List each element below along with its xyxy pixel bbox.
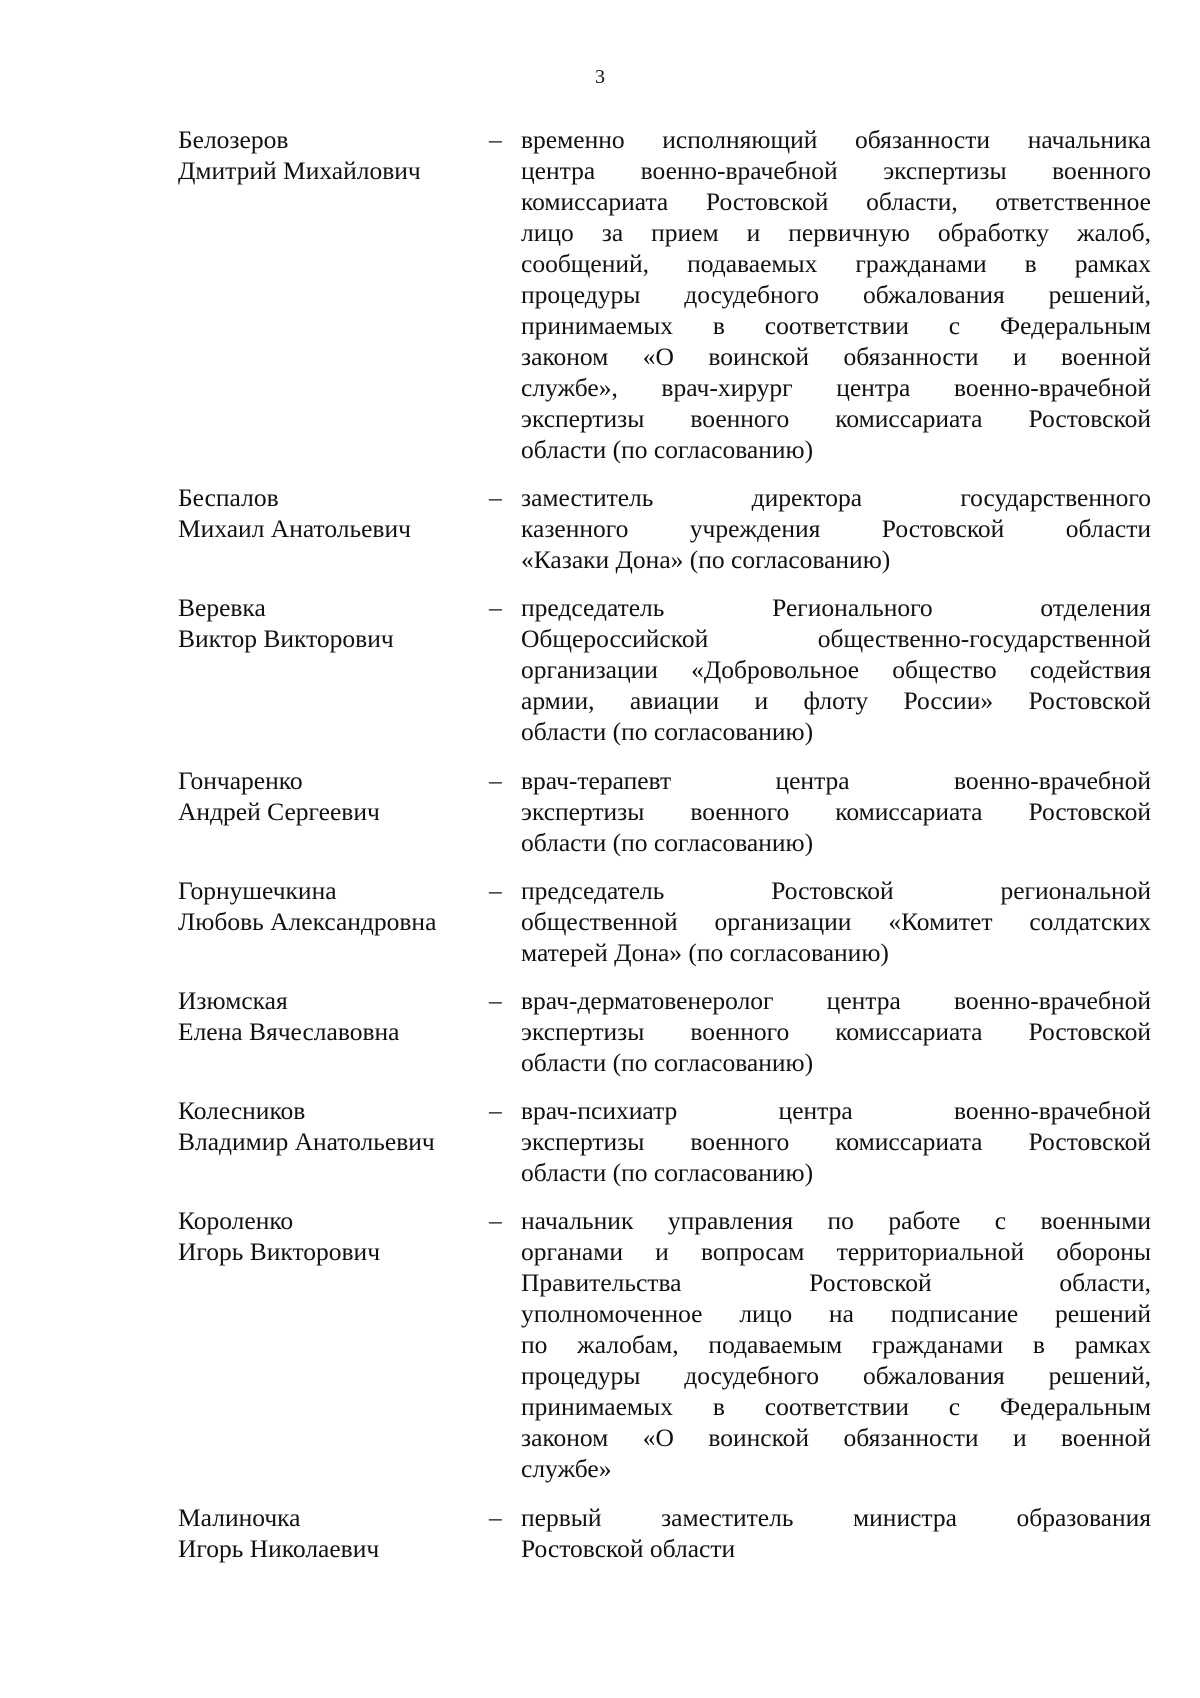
member-given-names: Дмитрий Михайлович	[178, 156, 421, 185]
role-line: области (по согласованию)	[521, 717, 814, 746]
role-line: Общероссийской общественно-государственной	[521, 624, 1151, 653]
member-surname: Малиночка	[178, 1503, 301, 1532]
role-line: председатель Ростовской региональной	[521, 876, 1151, 905]
member-role	[521, 985, 1151, 1078]
dash-separator: –	[489, 125, 502, 154]
member-name	[178, 875, 478, 937]
role-line: службе»	[521, 1454, 612, 1483]
member-name	[178, 1095, 478, 1157]
role-line: организации «Добровольное общество содействия	[521, 655, 1151, 684]
role-line: врач-дерматовенеролог центра военно-врачебной	[521, 986, 1151, 1015]
page-number: 3	[595, 66, 605, 88]
role-line: экспертизы военного комиссариата Ростовской	[521, 797, 1151, 826]
role-line: законом «О воинской обязанности и военной	[521, 1423, 1151, 1452]
role-line: принимаемых в соответствии с Федеральным	[521, 1392, 1151, 1421]
member-surname: Белозеров	[178, 125, 289, 154]
dash-separator: –	[489, 1096, 502, 1125]
member-surname: Изюмская	[178, 986, 288, 1015]
member-name	[178, 1205, 478, 1267]
dash-separator: –	[489, 483, 502, 512]
role-line: председатель Регионального отделения	[521, 593, 1151, 622]
member-name	[178, 1502, 478, 1564]
role-line: врач-психиатр центра военно-врачебной	[521, 1096, 1151, 1125]
role-line: общественной организации «Комитет солдатских	[521, 907, 1151, 936]
member-surname: Колесников	[178, 1096, 306, 1125]
role-line: службе», врач-хирург центра военно-врачебной	[521, 373, 1151, 402]
member-role	[521, 124, 1151, 465]
member-surname: Веревка	[178, 593, 266, 622]
role-line: экспертизы военного комиссариата Ростовской	[521, 1017, 1151, 1046]
role-line: заместитель директора государственного	[521, 483, 1151, 512]
role-line: области (по согласованию)	[521, 435, 814, 464]
member-given-names: Михаил Анатольевич	[178, 514, 411, 543]
role-line: области (по согласованию)	[521, 1158, 814, 1187]
role-line: процедуры досудебного обжалования решений,	[521, 280, 1151, 309]
member-surname: Гончаренко	[178, 766, 303, 795]
member-given-names: Владимир Анатольевич	[178, 1127, 435, 1156]
dash-separator: –	[489, 766, 502, 795]
role-line: принимаемых в соответствии с Федеральным	[521, 311, 1151, 340]
dash-separator: –	[489, 986, 502, 1015]
role-line: экспертизы военного комиссариата Ростовской	[521, 404, 1151, 433]
dash-separator: –	[489, 593, 502, 622]
member-role	[521, 1502, 1151, 1564]
dash-separator: –	[489, 1206, 502, 1235]
member-surname: Горнушечкина	[178, 876, 337, 905]
member-role	[521, 1095, 1151, 1188]
member-given-names: Елена Вячеславовна	[178, 1017, 400, 1046]
role-line: центра военно-врачебной экспертизы военного	[521, 156, 1151, 185]
role-line: казенного учреждения Ростовской области	[521, 514, 1151, 543]
member-given-names: Игорь Викторович	[178, 1237, 381, 1266]
role-line: врач-терапевт центра военно-врачебной	[521, 766, 1151, 795]
role-line: законом «О воинской обязанности и военной	[521, 342, 1151, 371]
role-line: процедуры досудебного обжалования решений,	[521, 1361, 1151, 1390]
role-line: начальник управления по работе с военными	[521, 1206, 1151, 1235]
member-given-names: Любовь Александровна	[178, 907, 437, 936]
role-line: временно исполняющий обязанности начальника	[521, 125, 1151, 154]
member-given-names: Виктор Викторович	[178, 624, 394, 653]
member-surname: Беспалов	[178, 483, 279, 512]
member-role	[521, 875, 1151, 968]
role-line: сообщений, подаваемых гражданами в рамках	[521, 249, 1151, 278]
role-line: уполномоченное лицо на подписание решений	[521, 1299, 1151, 1328]
role-line: «Казаки Дона» (по согласованию)	[521, 545, 891, 574]
member-name	[178, 124, 478, 186]
role-line: по жалобам, подаваемым гражданами в рамках	[521, 1330, 1151, 1359]
role-line: области (по согласованию)	[521, 1048, 814, 1077]
role-line: органами и вопросам территориальной обороны	[521, 1237, 1151, 1266]
role-line: области (по согласованию)	[521, 828, 814, 857]
member-name	[178, 765, 478, 827]
member-given-names: Андрей Сергеевич	[178, 797, 380, 826]
role-line: матерей Дона» (по согласованию)	[521, 938, 889, 967]
member-role	[521, 482, 1151, 575]
role-line: первый заместитель министра образования	[521, 1503, 1151, 1532]
member-surname: Короленко	[178, 1206, 294, 1235]
member-role	[521, 1205, 1151, 1484]
member-role	[521, 592, 1151, 747]
role-line: лицо за прием и первичную обработку жалоб,	[521, 218, 1151, 247]
role-line: Правительства Ростовской области,	[521, 1268, 1151, 1297]
role-line: Ростовской области	[521, 1534, 736, 1563]
member-role	[521, 765, 1151, 858]
dash-separator: –	[489, 876, 502, 905]
member-name	[178, 482, 478, 544]
role-line: комиссариата Ростовской области, ответственное	[521, 187, 1151, 216]
dash-separator: –	[489, 1503, 502, 1532]
member-name	[178, 592, 478, 654]
member-given-names: Игорь Николаевич	[178, 1534, 380, 1563]
role-line: армии, авиации и флоту России» Ростовской	[521, 686, 1151, 715]
role-line: экспертизы военного комиссариата Ростовской	[521, 1127, 1151, 1156]
member-name	[178, 985, 478, 1047]
